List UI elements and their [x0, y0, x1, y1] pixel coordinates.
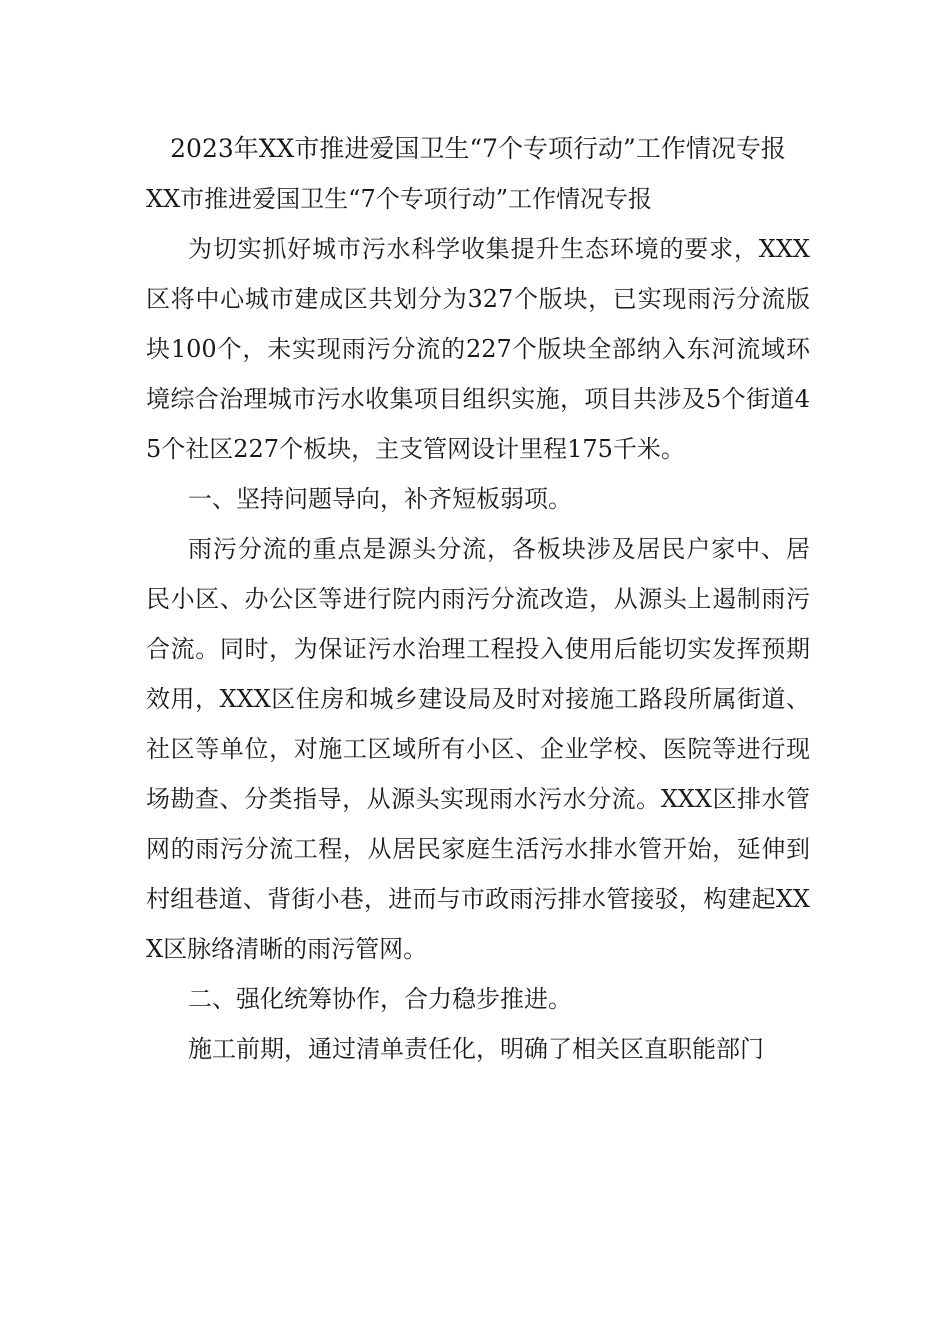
document-subtitle: XX市推进爱国卫生“7个专项行动”工作情况专报	[146, 185, 652, 213]
section-1-paragraph: 雨污分流的重点是源头分流，各板块涉及居民户家中、居民小区、办公区等进行院内雨污分流改造，从源头上遏制雨污合流。同时，为保证污水治理工程投入使用后能切实发挥预期效用，XXX区住房和城乡建设局及时对接施工路段所属街道、社区等单位，对施工区域所有小区、企业学校、医院等进行现场勘查、分类指导，从源头实现雨水污水分流。XXX区排水管网的雨污分流工程，从居民家庭生活污水排水管开始，延伸到村组巷道、背街小巷，进而与市政雨污排水管接驳，构建起XXX区脉络清晰的雨污管网。	[146, 535, 810, 963]
intro-paragraph: 为切实抓好城市污水科学收集提升生态环境的要求，XXX区将中心城市建成区共划分为327个版块，已实现雨污分流版块100个，未实现雨污分流的227个版块全部纳入东河流域环境综合治理城市污水收集项目组织实施，项目共涉及5个街道45个社区227个板块，主支管网设计里程175千米。	[146, 235, 810, 463]
document-page	[146, 124, 810, 1074]
section-2-paragraph: 施工前期，通过清单责任化，明确了相关区直职能部门	[188, 1035, 764, 1063]
document-title: 2023年XX市推进爱国卫生“7个专项行动”工作情况专报	[170, 134, 786, 163]
section-1-heading: 一、坚持问题导向，补齐短板弱项。	[188, 485, 572, 513]
section-2-heading: 二、强化统筹协作，合力稳步推进。	[188, 985, 572, 1013]
